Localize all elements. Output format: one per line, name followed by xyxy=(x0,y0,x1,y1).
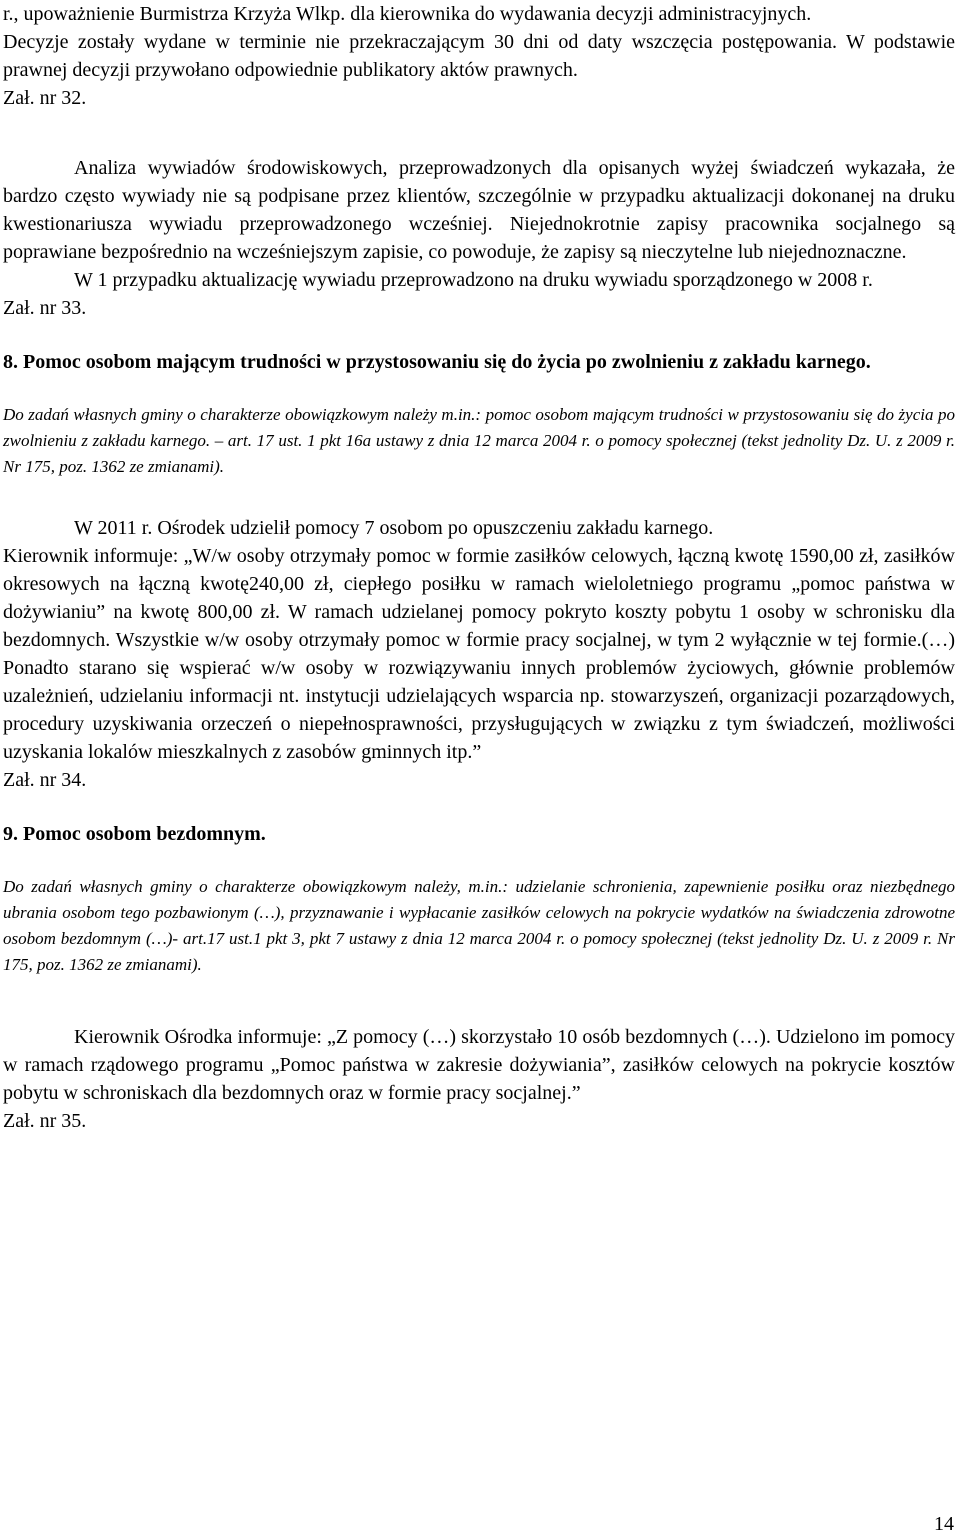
paragraph-decisions: Decyzje zostały wydane w terminie nie przekraczającym 30 dni od daty wszczęcia postępowania. W podstawie prawnej decyzji przywołano odpowiednie publikatory aktów prawnych. xyxy=(3,31,955,81)
attachment-reference: Zał. nr 32. xyxy=(3,87,87,109)
attachment-reference: Zał. nr 33. xyxy=(3,297,87,319)
section-heading: 8. Pomoc osobom mającym trudności w przystosowaniu się do życia po zwolnieniu z zakładu karnego. xyxy=(3,351,871,373)
legal-basis: Do zadań własnych gminy o charakterze obowiązkowym należy, m.in.: udzielanie schronienia, zapewnienie posiłku oraz niezbędnego ubrania osobom tego pozbawionym (…), przyznawanie i wypłacanie zasiłków celowych na pokrycie wydatków na świadczenia zdrowotne osobom bezdomnym (…)- art.17 ust.1 pkt 3, pkt 7 ustawy z dnia 12 marca 2004 r. o pomocy społecznej (tekst jednolity Dz. U. z 2009 r. Nr 175, poz. 1362 ze zmianami). xyxy=(3,877,955,974)
paragraph-manager-report: Kierownik informuje: „W/w osoby otrzymały pomoc w formie zasiłków celowych, łączną kwotę 1590,00 zł, zasiłków okresowych na łączną kwotę240,00 zł, ciepłego posiłku w ramach wieloletniego programu „pomoc państwa w dożywianiu” na kwotę 800,00 zł. W ramach udzielanej pomocy pokryto koszty pobytu 1 osoby w schronisku dla bezdomnych. Wszystkie w/w osoby otrzymały pomoc w formie pracy socjalnej, w tym 2 wyłącznie w tej formie.(…) Ponadto starano się wspierać w/w osoby w rozwiązywaniu innych problemów życiowych, głównie problemów uzależnień, udzielaniu informacji nt. instytucji udzielających wsparcia np. stowarzyszeń, organizacji pozarządowych, procedury uzyskiwania orzeczeń o niepełnosprawności, przysługujących w związku z tym świadczeń, możliwości uzyskania lokalów mieszkalnych z zasobów gminnych itp.” xyxy=(3,545,955,763)
paragraph-manager-report: Kierownik Ośrodka informuje: „Z pomocy (…) skorzystało 10 osób bezdomnych (…). Udzielono im pomocy w ramach rządowego programu „Pomoc państwa w zakresie dożywiania”, zasiłków celowych na pokrycie kosztów pobytu w schroniskach dla bezdomnych oraz w formie pracy socjalnej.” xyxy=(3,1026,955,1104)
section-heading: 9. Pomoc osobom bezdomnym. xyxy=(3,823,266,845)
paragraph-interview-update: W 1 przypadku aktualizację wywiadu przeprowadzono na druku wywiadu sporządzonego w 2008 r. xyxy=(74,269,873,291)
document-body xyxy=(3,0,955,1135)
page-number: 14 xyxy=(934,1513,954,1535)
legal-basis: Do zadań własnych gminy o charakterze obowiązkowym należy m.in.: pomoc osobom mającym trudności w przystosowaniu się do życia po zwolnieniu z zakładu karnego. – art. 17 ust. 1 pkt 16a ustawy z dnia 12 marca 2004 r. o pomocy społecznej (tekst jednolity Dz. U. z 2009 r. Nr 175, poz. 1362 ze zmianami). xyxy=(3,405,955,476)
paragraph-authorization: r., upoważnienie Burmistrza Krzyża Wlkp. dla kierownika do wydawania decyzji administracyjnych. xyxy=(3,3,812,25)
attachment-reference: Zał. nr 34. xyxy=(3,769,87,791)
attachment-reference: Zał. nr 35. xyxy=(3,1110,87,1132)
paragraph-year-summary: W 2011 r. Ośrodek udzielił pomocy 7 osobom po opuszczeniu zakładu karnego. xyxy=(74,517,714,539)
paragraph-interview-analysis: Analiza wywiadów środowiskowych, przeprowadzonych dla opisanych wyżej świadczeń wykazała, że bardzo często wywiady nie są podpisane przez klientów, szczególnie w przypadku aktualizacji dokonanej na druku kwestionariusza wywiadu przeprowadzonego wcześniej. Niejednokrotnie zapisy pracownika socjalnego są poprawiane bezpośrednio na wcześniejszym zapisie, co powoduje, że zapisy są nieczytelne lub niejednoznaczne. xyxy=(3,157,955,263)
